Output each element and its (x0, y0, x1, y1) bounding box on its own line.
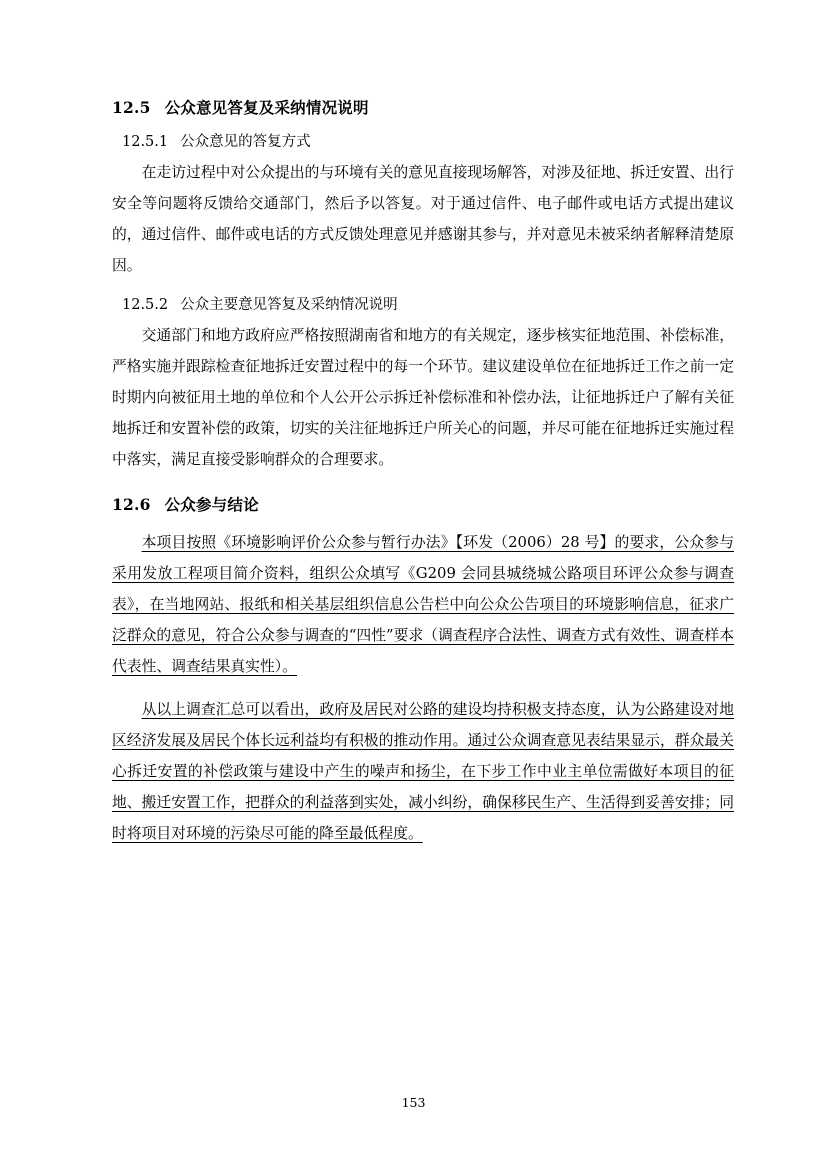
heading-12-5-1-title: 公众意见的答复方式 (180, 134, 311, 150)
heading-12-5-1-number: 12.5.1 (122, 134, 169, 150)
heading-12-5-2-number: 12.5.2 (122, 297, 169, 313)
heading-12-5-2 (112, 293, 734, 314)
paragraph-adoption-explanation: 交通部门和地方政府应严格按照湖南省和地方的有关规定，逐步核实征地范围、补偿标准，严格实施并跟踪检查征地拆迁安置过程中的每一个环节。建议建设单位在征地拆迁工作之前一定时期内向被征用土地的单位和个人公开公示拆迁补偿标准和补偿办法，让征地拆迁户了解有关征地拆迁和安置补偿的政策，切实的关注征地拆迁户所关心的问题，并尽可能在征地拆迁实施过程中落实，满足直接受影响群众的合理要求。 (112, 327, 734, 468)
heading-12-5 (112, 96, 734, 118)
spacer (112, 477, 734, 493)
paragraph-participation-method: 本项目按照《环境影响评价公众参与暂行办法》【环发（2006）28 号】的要求，公众参与采用发放工程项目简介资料，组织公众填写《G209 会同县城绕城公路项目环评公众参与调查表》，在当地网站、报纸和相关基层组织信息公告栏中向公众公告项目的环境影响信息，征求广泛群众的意见，符合公众参与调查的“四性”要求（调查程序合法性、调查方式有效性、调查样本代表性、调查结果真实性）。 (112, 534, 734, 675)
page-content (112, 96, 734, 851)
paragraph-public-opinion-reply: 在走访过程中对公众提出的与环境有关的意见直接现场解答，对涉及征地、拆迁安置、出行安全等问题将反馈给交通部门，然后予以答复。对于通过信件、电子邮件或电话方式提出建议的，通过信件、邮件或电话的方式反馈处理意见并感谢其参与，并对意见未被采纳者解释清楚原因。 (112, 164, 734, 274)
heading-12-5-1 (112, 130, 734, 151)
page-number: 153 (401, 1095, 426, 1110)
heading-12-5-title: 公众意见答复及采纳情况说明 (164, 98, 369, 117)
heading-12-5-2-title: 公众主要意见答复及采纳情况说明 (180, 297, 398, 313)
spacer (112, 283, 734, 293)
paragraph-survey-conclusion: 从以上调查汇总可以看出，政府及居民对公路的建设均持积极支持态度，认为公路建设对地区经济发展及居民个体长远利益均有积极的推动作用。通过公众调查意见表结果显示，群众最关心拆迁安置的补偿政策与建设中产生的噪声和扬尘，在下步工作中业主单位需做好本项目的征地、搬迁安置工作，把群众的利益落到实处，减小纠纷，确保移民生产、生活得到妥善安排；同时将项目对环境的污染尽可能的降至最低程度。 (112, 701, 734, 842)
heading-12-6-number: 12.6 (112, 495, 151, 514)
spacer (112, 684, 734, 694)
heading-12-5-number: 12.5 (112, 98, 151, 117)
heading-12-6 (112, 493, 734, 515)
heading-12-6-title: 公众参与结论 (164, 495, 259, 514)
